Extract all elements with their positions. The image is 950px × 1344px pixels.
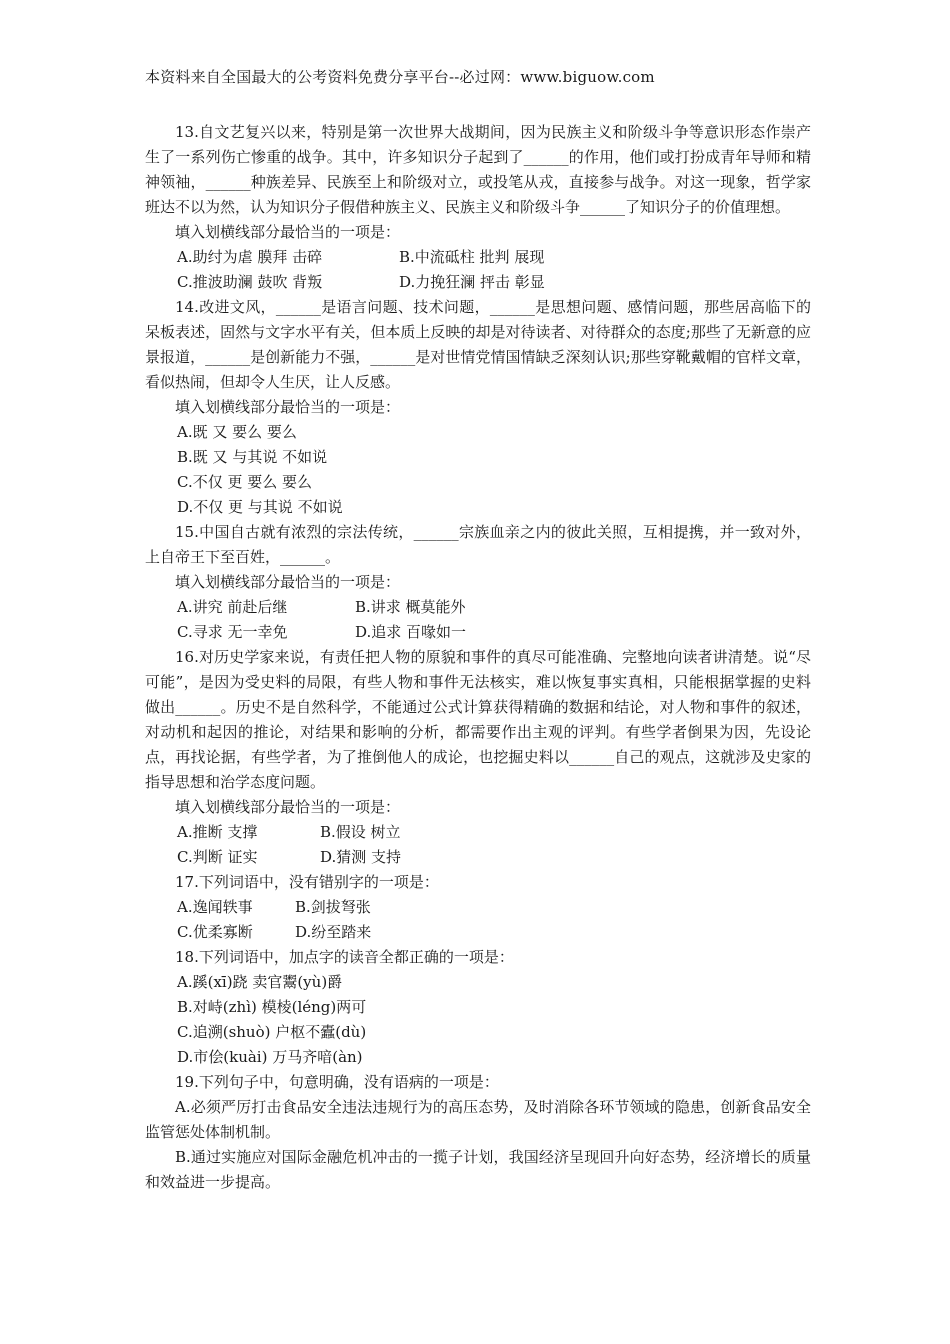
q15-option-d: D.追求 百喙如一: [355, 623, 467, 641]
q17-stem: 17.下列词语中，没有错别字的一项是：: [175, 873, 439, 891]
q13-option-d: D.力挽狂澜 抨击 彰显: [399, 273, 545, 291]
q16-option-c: C.判断 证实: [177, 848, 258, 866]
q17-option-b: B.剑拔弩张: [295, 898, 371, 916]
q17-option-c: C.优柔寡断: [177, 923, 253, 941]
q18-option-a: A.蹊(xī)跷 卖官鬻(yù)爵: [177, 973, 343, 991]
q13-stem: 13.自文艺复兴以来，特别是第一次世界大战期间，因为民族主义和阶级斗争等意识形态作崇产生了一系列伤亡惨重的战争。其中，许多知识分子起到了______的作用，他们或打扮成青年导师和精神领袖，______种族差异、民族至上和阶级对立，或投笔从戎，直接参与战争。对这一现象，哲学家班达不以为然，认为知识分子假借种族主义、民族主义和阶级斗争______了知识分子的价值理想。: [145, 123, 811, 216]
q13-option-a: A.助纣为虐 膜拜 击碎: [177, 248, 323, 266]
q17-options-row-2: [145, 920, 811, 945]
q15-options-row-1: [145, 595, 811, 620]
q16-option-a: A.推断 支撑: [177, 823, 258, 841]
q13-option-c: C.推波助澜 鼓吹 背叛: [177, 273, 323, 291]
q19-option-b: B.通过实施应对国际金融危机冲击的一揽子计划，我国经济呈现回升向好态势，经济增长的质量和效益进一步提高。: [145, 1148, 811, 1191]
q13-option-b: B.中流砥柱 批判 展现: [399, 248, 545, 266]
q17-option-a: A.逸闻轶事: [177, 898, 253, 916]
q15-option-c: C.寻求 无一幸免: [177, 623, 288, 641]
q15-options-row-2: [145, 620, 811, 645]
q16-options-row-2: [145, 845, 811, 870]
q15-stem: 15.中国自古就有浓烈的宗法传统，______宗族血亲之内的彼此关照，互相提携，并一致对外，上自帝王下至百姓，______。: [145, 523, 811, 566]
q16-option-d: D.猜测 支持: [320, 848, 402, 866]
q14-prompt: 填入划横线部分最恰当的一项是：: [175, 398, 401, 416]
q19-stem: 19.下列句子中，句意明确，没有语病的一项是：: [175, 1073, 499, 1091]
question-content: [145, 120, 811, 1195]
q14-option-a: A.既 又 要么 要么: [177, 423, 297, 441]
q18-stem: 18.下列词语中，加点字的读音全都正确的一项是：: [175, 948, 514, 966]
q19-option-a: A.必须严厉打击食品安全违法违规行为的高压态势，及时消除各环节领域的隐患，创新食品安全监管惩处体制机制。: [145, 1098, 811, 1141]
q16-prompt: 填入划横线部分最恰当的一项是：: [175, 798, 401, 816]
q13-options-row-2: [145, 270, 811, 295]
q15-option-b: B.讲求 概莫能外: [355, 598, 466, 616]
q16-options-row-1: [145, 820, 811, 845]
q17-option-d: D.纷至踏来: [295, 923, 372, 941]
q18-option-c: C.追溯(shuò) 户枢不蠹(dù): [177, 1023, 367, 1041]
q18-option-d: D.市侩(kuài) 万马齐喑(àn): [177, 1048, 363, 1066]
q15-prompt: 填入划横线部分最恰当的一项是：: [175, 573, 401, 591]
q14-stem: 14.改进文风，______是语言问题、技术问题，______是思想问题、感情问题，那些居高临下的呆板表述，固然与文字水平有关，但本质上反映的却是对待读者、对待群众的态度;那些了无新意的应景报道，______是创新能力不强，______是对世情党情国情缺乏深刻认识;那些穿靴戴帽的官样文章，看似热闹，但却令人生厌，让人反感。: [145, 298, 811, 391]
q16-stem: 16.对历史学家来说，有责任把人物的原貌和事件的真尽可能准确、完整地向读者讲清楚。说“尽可能”，是因为受史料的局限，有些人物和事件无法核实，难以恢复事实真相，只能根据掌握的史料做出______。历史不是自然科学，不能通过公式计算获得精确的数据和结论，对人物和事件的叙述，对动机和起因的推论，对结果和影响的分析，都需要作出主观的评判。有些学者倒果为因，先设论点，再找论据，有些学者，为了推倒他人的成论，也挖掘史料以______自己的观点，这就涉及史家的指导思想和治学态度问题。: [145, 648, 811, 791]
q14-option-c: C.不仅 更 要么 要么: [177, 473, 313, 491]
q16-option-b: B.假设 树立: [320, 823, 401, 841]
page-header-source: 本资料来自全国最大的公考资料免费分享平台--必过网：www.biguow.com: [145, 68, 655, 86]
q13-prompt: 填入划横线部分最恰当的一项是：: [175, 223, 401, 241]
q14-option-d: D.不仅 更 与其说 不如说: [177, 498, 343, 516]
q14-option-b: B.既 又 与其说 不如说: [177, 448, 328, 466]
q18-option-b: B.对峙(zhì) 模棱(léng)两可: [177, 998, 367, 1016]
q15-option-a: A.讲究 前赴后继: [177, 598, 288, 616]
q17-options-row-1: [145, 895, 811, 920]
q13-options-row-1: [145, 245, 811, 270]
